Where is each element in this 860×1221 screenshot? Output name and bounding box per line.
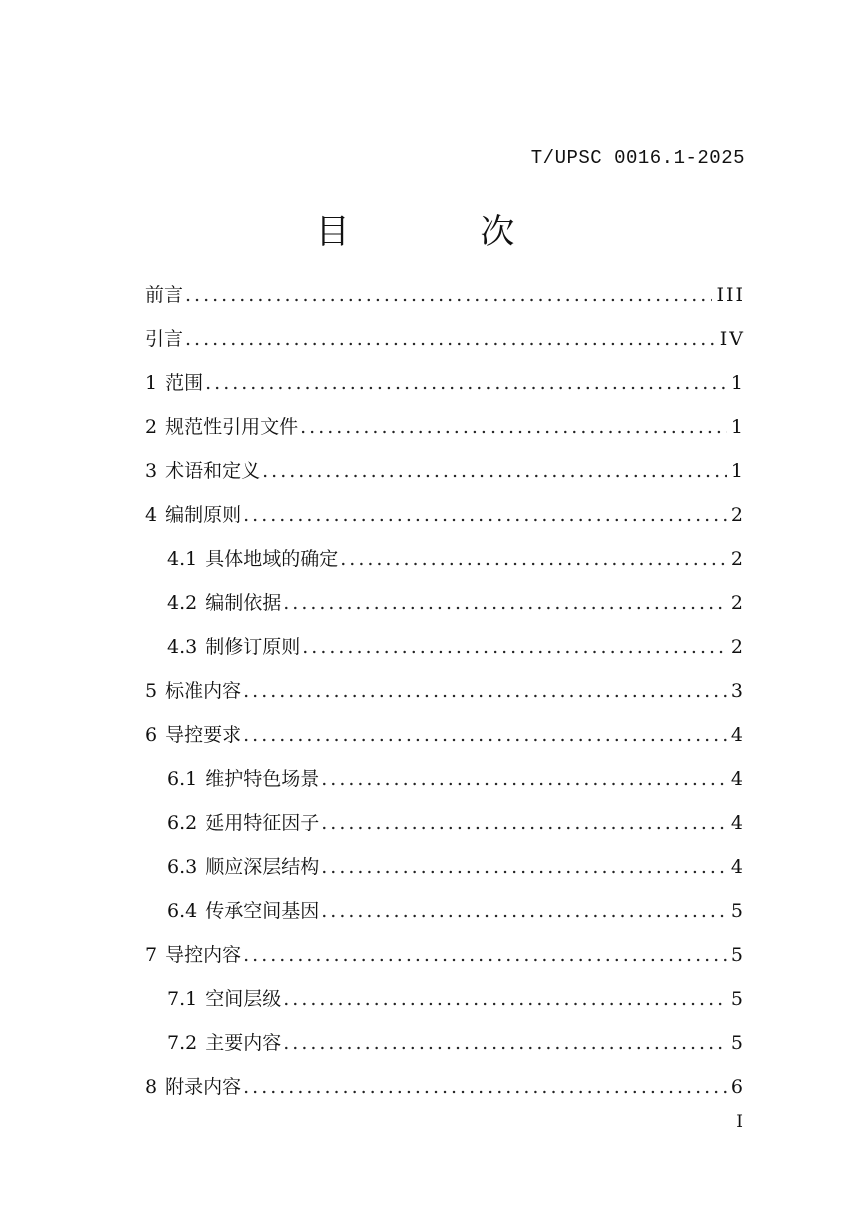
toc-entry-label: 前言 [145, 284, 184, 306]
toc-entry[interactable] [145, 848, 745, 892]
toc-entry[interactable] [145, 584, 745, 628]
standard-code: T/UPSC 0016.1-2025 [530, 147, 745, 169]
toc-leader-dots [321, 804, 727, 842]
toc-entry[interactable] [145, 496, 745, 540]
toc-leader-dots [185, 320, 716, 358]
toc-leader-dots [243, 936, 727, 974]
toc-entry-page: 2 [730, 548, 745, 570]
toc-leader-dots [243, 1068, 727, 1106]
toc-leader-dots [283, 584, 727, 622]
toc-leader-dots [283, 1024, 727, 1062]
toc-entry[interactable] [145, 892, 745, 936]
toc-entry-label: 具体地域的确定 [205, 548, 339, 570]
toc-entry[interactable] [145, 936, 745, 980]
toc-leader-dots [262, 452, 727, 490]
toc-leader-dots [321, 892, 727, 930]
toc-entry[interactable] [145, 1068, 745, 1112]
toc-entry[interactable] [145, 804, 745, 848]
page-number: I [736, 1112, 743, 1132]
toc-entry-number: 6.4 [167, 900, 198, 922]
toc-entry[interactable] [145, 760, 745, 804]
toc-leader-dots [205, 364, 727, 402]
toc-leader-dots [243, 672, 727, 710]
toc-entry[interactable] [145, 628, 745, 672]
toc-leader-dots [302, 628, 727, 666]
toc-entry-number: 6 [145, 724, 158, 746]
toc-entry-label: 主要内容 [205, 1032, 282, 1054]
toc-entry-number: 5 [145, 680, 158, 702]
toc-entry-page: 2 [730, 636, 745, 658]
toc-entry-page: 4 [730, 724, 745, 746]
toc-entry[interactable] [145, 540, 745, 584]
toc-entry-page: III [716, 284, 745, 306]
toc-entry[interactable] [145, 364, 745, 408]
toc-entry-label: 编制原则 [165, 504, 242, 526]
toc-entry-number: 4.3 [167, 636, 198, 658]
toc-entry-label: 传承空间基因 [205, 900, 320, 922]
toc-entry-page: 5 [730, 900, 745, 922]
toc-entry[interactable] [145, 320, 745, 364]
toc-entry-label: 引言 [145, 328, 184, 350]
toc-entry-page: 5 [730, 1032, 745, 1054]
toc-entry-number: 6.1 [167, 768, 198, 790]
toc-entry-label: 空间层级 [205, 988, 282, 1010]
toc-leader-dots [243, 716, 727, 754]
toc-entry-number: 7.1 [167, 988, 198, 1010]
toc-entry[interactable] [145, 980, 745, 1024]
toc-entry-page: 5 [730, 944, 745, 966]
toc-entry-page: 5 [730, 988, 745, 1010]
toc-leader-dots [283, 980, 727, 1018]
toc-entry-number: 7.2 [167, 1032, 198, 1054]
toc-entry-label: 标准内容 [165, 680, 242, 702]
toc-entry-label: 维护特色场景 [205, 768, 320, 790]
toc-entry[interactable] [145, 276, 745, 320]
toc-entry-label: 延用特征因子 [205, 812, 320, 834]
toc-entry-number: 4 [145, 504, 158, 526]
toc-entry-number: 1 [145, 372, 158, 394]
toc-entry-label: 编制依据 [205, 592, 282, 614]
toc-entry-label: 附录内容 [165, 1076, 242, 1098]
toc-entry-label: 导控要求 [165, 724, 242, 746]
toc-leader-dots [321, 760, 727, 798]
toc-entry-label: 术语和定义 [165, 460, 261, 482]
toc-entry-number: 6.3 [167, 856, 198, 878]
toc-leader-dots [340, 540, 727, 578]
toc-entry-number: 3 [145, 460, 158, 482]
table-of-contents [145, 276, 745, 1112]
toc-entry-label: 导控内容 [165, 944, 242, 966]
toc-leader-dots [185, 276, 712, 314]
toc-entry-number: 4.1 [167, 548, 198, 570]
toc-entry-page: 4 [730, 856, 745, 878]
toc-leader-dots [300, 408, 727, 446]
toc-entry-page: 4 [730, 768, 745, 790]
toc-leader-dots [321, 848, 727, 886]
toc-entry[interactable] [145, 452, 745, 496]
toc-entry-label: 范围 [165, 372, 204, 394]
toc-entry[interactable] [145, 408, 745, 452]
toc-entry-label: 制修订原则 [205, 636, 301, 658]
toc-entry-label: 顺应深层结构 [205, 856, 320, 878]
toc-entry-page: IV [719, 328, 745, 350]
toc-entry-number: 2 [145, 416, 158, 438]
toc-entry-page: 1 [730, 372, 745, 394]
toc-entry-page: 6 [730, 1076, 745, 1098]
toc-title: 目 次 [315, 212, 575, 252]
toc-entry[interactable] [145, 716, 745, 760]
toc-entry-number: 7 [145, 944, 158, 966]
toc-entry-number: 8 [145, 1076, 158, 1098]
toc-entry[interactable] [145, 672, 745, 716]
toc-entry[interactable] [145, 1024, 745, 1068]
toc-entry-page: 1 [730, 460, 745, 482]
toc-entry-page: 1 [730, 416, 745, 438]
toc-entry-label: 规范性引用文件 [165, 416, 299, 438]
toc-entry-page: 2 [730, 592, 745, 614]
toc-entry-number: 4.2 [167, 592, 198, 614]
toc-entry-page: 2 [730, 504, 745, 526]
toc-entry-number: 6.2 [167, 812, 198, 834]
toc-entry-page: 3 [730, 680, 745, 702]
toc-leader-dots [243, 496, 727, 534]
toc-entry-page: 4 [730, 812, 745, 834]
